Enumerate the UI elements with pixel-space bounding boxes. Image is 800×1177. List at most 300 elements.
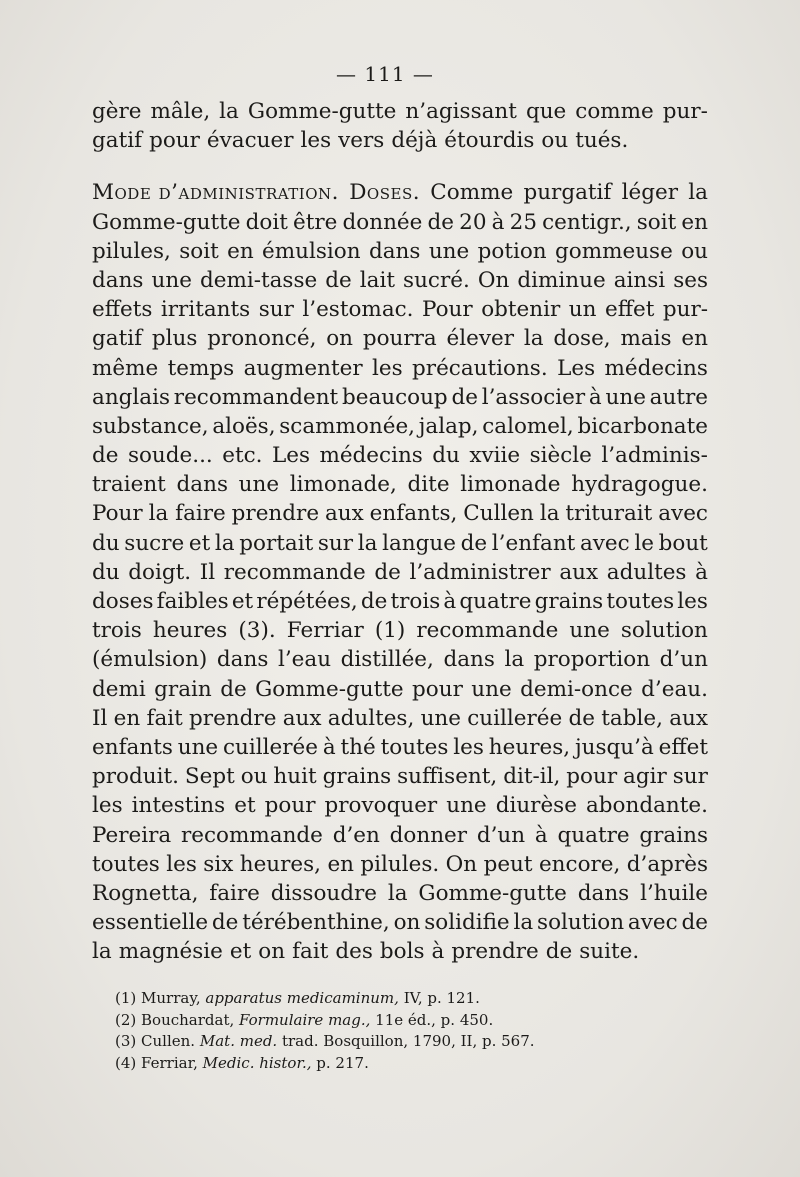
footnote-number: (4) <box>115 1053 137 1072</box>
word: la faire <box>148 501 226 527</box>
word: anglais <box>92 384 171 410</box>
footnote-rest: p. 217. <box>316 1053 369 1072</box>
word: gatif <box>92 128 143 154</box>
word: les <box>300 128 332 154</box>
word: dite <box>407 472 450 498</box>
word: une <box>420 705 461 731</box>
word: provoquer <box>324 793 438 819</box>
word: Il <box>92 705 108 731</box>
word: de <box>211 910 239 936</box>
word: heures, <box>488 734 571 760</box>
word: trois <box>92 618 142 644</box>
word: l’associer <box>481 384 586 410</box>
word: une <box>177 734 219 760</box>
word: une <box>446 793 487 819</box>
word: soit <box>179 238 219 264</box>
word: effet <box>604 297 655 323</box>
word: ses <box>673 267 708 293</box>
word: hydragogue. <box>571 472 708 498</box>
word: de <box>681 910 708 936</box>
footnote-3 <box>115 1031 635 1053</box>
page-number: — 111 — <box>336 62 434 86</box>
word: l’huile <box>640 880 708 906</box>
word: l’enfant <box>491 530 576 556</box>
word: grains <box>639 822 708 848</box>
word: la <box>219 99 239 124</box>
footnote-author: Murray, <box>141 989 201 1007</box>
word: on <box>326 326 354 352</box>
word: la <box>92 939 112 965</box>
word: gatif <box>92 326 143 352</box>
word: jusqu’à <box>574 734 654 760</box>
text-line <box>92 97 708 126</box>
word: l’eau <box>277 647 332 673</box>
text-line <box>92 821 708 850</box>
word: recommandent <box>173 384 339 410</box>
word: pilules. <box>360 851 440 877</box>
word: obtenir <box>481 297 561 323</box>
word: lait <box>359 267 395 293</box>
word: en <box>113 705 141 731</box>
word: irritants <box>160 297 251 323</box>
footnote-author: Cullen. <box>141 1032 196 1050</box>
word: la <box>688 180 708 206</box>
word: Gomme-gutte <box>247 99 397 124</box>
word: d’en <box>332 822 380 848</box>
word: cuillerée <box>467 705 563 731</box>
word: ou <box>541 128 569 154</box>
word: (3). <box>238 618 276 644</box>
word: n’agissant <box>405 99 517 124</box>
word: enfants <box>92 734 173 760</box>
word: le <box>634 530 654 556</box>
word: sur <box>317 530 354 556</box>
word: les <box>453 734 484 760</box>
word: peut <box>483 851 533 877</box>
word: autre <box>649 384 708 410</box>
word: bicarbonate <box>577 413 708 439</box>
word: précautions. <box>412 355 548 381</box>
word: de <box>568 705 595 731</box>
footnote-work: Mat. med. <box>199 1032 278 1050</box>
word: de <box>325 267 352 293</box>
word: adultes, <box>327 705 415 731</box>
word: l’estomac. <box>302 297 414 323</box>
word: térébenthine, <box>242 910 390 936</box>
word: aux <box>669 705 708 731</box>
word: une <box>238 472 280 498</box>
word: doses <box>92 589 154 614</box>
word: aloës, <box>212 413 276 439</box>
footnote-work: apparatus medicaminum, <box>205 989 399 1007</box>
word: mâle, <box>150 99 211 124</box>
word: doigt. <box>128 559 192 585</box>
word: élever <box>446 326 515 352</box>
word: à <box>534 822 548 848</box>
text-line <box>92 383 708 412</box>
word: prendre <box>451 939 539 965</box>
word: une <box>569 618 610 644</box>
word: Il <box>199 559 216 585</box>
text-line <box>92 675 708 704</box>
word: aux <box>282 705 322 731</box>
paragraph-1 <box>92 97 708 155</box>
footnote-author: Ferriar, <box>141 1053 198 1072</box>
text-line <box>92 208 708 237</box>
word: du <box>432 443 460 469</box>
word: aux <box>324 501 364 527</box>
word: Les <box>557 355 596 381</box>
word: dit-il, <box>503 764 561 790</box>
word: solidifie <box>424 910 510 936</box>
word: à <box>443 589 457 614</box>
word: l’administrer <box>409 559 551 585</box>
word: thé <box>340 734 376 760</box>
word: solution <box>537 910 625 936</box>
word: ou <box>240 764 268 790</box>
word: une <box>428 238 470 264</box>
word: grains <box>534 589 604 614</box>
word: limonade <box>460 472 561 498</box>
word: à <box>588 384 602 410</box>
word: portait <box>239 530 314 556</box>
word: encore, <box>538 851 621 877</box>
footnotes <box>115 988 635 1074</box>
word: jalap, <box>418 413 479 439</box>
word: même <box>92 355 159 381</box>
footnote-author: Bouchardat, <box>141 1010 235 1029</box>
word: d’un <box>476 822 526 848</box>
word: temps <box>167 355 235 381</box>
footnote-rest: trad. Bosquillon, 1790, II, p. 567. <box>281 1032 535 1050</box>
text-line <box>92 733 708 762</box>
word: sucre <box>124 530 185 556</box>
footnote-work: Medic. histor., <box>202 1053 312 1072</box>
footnote-number: (3) <box>115 1032 137 1050</box>
word: émulsion <box>262 238 361 264</box>
text-line <box>92 470 708 499</box>
word: vers <box>338 128 385 154</box>
word: magnésie <box>118 939 223 965</box>
text-line <box>92 558 708 587</box>
word: médecins <box>319 443 423 469</box>
word: effets <box>92 297 153 323</box>
footnote-2 <box>115 1010 635 1032</box>
word: grains <box>322 764 392 790</box>
word: faibles <box>156 589 229 614</box>
word: six <box>203 851 234 877</box>
word: scammonée, <box>279 413 416 439</box>
word: dans <box>368 238 421 264</box>
word: de <box>460 530 488 556</box>
word: Pereira <box>92 822 172 848</box>
word: diurèse <box>495 793 577 819</box>
word: toutes <box>606 589 675 614</box>
text-line <box>92 499 708 528</box>
word: mais <box>620 326 672 352</box>
word: de <box>374 559 401 585</box>
word: demi-once <box>520 676 633 702</box>
word: trois <box>390 589 441 614</box>
word: de <box>427 209 455 235</box>
word: pour <box>264 793 316 819</box>
word: dans <box>577 880 630 906</box>
text-line <box>92 850 708 879</box>
word: une <box>151 267 192 293</box>
word: en <box>227 238 254 264</box>
word: en <box>681 326 708 352</box>
word: agir <box>623 764 667 790</box>
word: fait <box>146 705 183 731</box>
word: heures, <box>239 851 322 877</box>
word: tués. <box>575 128 629 154</box>
word: la <box>214 530 235 556</box>
word: potion <box>477 238 547 264</box>
word: pour <box>412 676 463 702</box>
footnote-work: Formulaire mag., <box>239 1010 371 1029</box>
word: Sept <box>184 764 235 790</box>
word: adultes <box>606 559 687 585</box>
footnote-1 <box>115 988 635 1010</box>
word: augmenter <box>243 355 363 381</box>
word: donnée <box>342 209 423 235</box>
word: prononcé, <box>207 326 317 352</box>
word: être <box>293 209 338 235</box>
text-line <box>92 529 708 558</box>
word: produit. <box>92 764 179 790</box>
word: recommande <box>223 559 366 585</box>
word: sucré. <box>403 267 470 293</box>
word: la <box>523 326 544 352</box>
word: d’un <box>659 647 708 673</box>
word: toutes <box>380 734 449 760</box>
word: des <box>335 939 373 965</box>
word: et <box>231 589 254 614</box>
word: traient <box>92 472 166 498</box>
text-line <box>92 266 708 295</box>
word: avec <box>627 910 678 936</box>
word: prendre <box>231 501 320 527</box>
word: quatre <box>459 589 532 614</box>
word: sur <box>258 297 294 323</box>
text-line <box>92 937 708 966</box>
text-line <box>92 762 708 791</box>
word: dans <box>176 472 228 498</box>
word: sur <box>672 764 708 790</box>
word: quatre <box>557 822 630 848</box>
word: évacuer <box>206 128 294 154</box>
word: en <box>681 209 708 235</box>
word: xviie <box>469 443 521 469</box>
word: recommande <box>416 618 559 644</box>
word: dans <box>443 647 495 673</box>
word: d’après <box>626 851 708 877</box>
text-line <box>92 908 708 937</box>
word: pur- <box>662 297 708 323</box>
word: soit <box>636 209 677 235</box>
text-line <box>92 441 708 470</box>
word: pilules, <box>92 238 171 264</box>
footnote-number: (2) <box>115 1010 137 1029</box>
word: de <box>451 384 478 410</box>
word: on <box>393 910 421 936</box>
word: calomel, <box>482 413 574 439</box>
word: enfants, <box>369 501 458 527</box>
word: toutes <box>92 851 160 877</box>
word: purgatif <box>523 180 612 206</box>
word: à <box>491 209 505 235</box>
word: et <box>234 793 256 819</box>
word: centigr., <box>542 209 632 235</box>
footnote-rest: 11e éd., p. 450. <box>375 1010 494 1029</box>
word: soude... <box>127 443 213 469</box>
word: prendre <box>189 705 277 731</box>
word: langue <box>382 530 456 556</box>
text-line <box>92 354 708 383</box>
word: de <box>360 589 388 614</box>
word: léger <box>621 180 678 206</box>
word: du <box>92 559 120 585</box>
word: pourra <box>362 326 437 352</box>
word: répétées, <box>256 589 358 614</box>
word: gommeuse <box>555 238 673 264</box>
word: et <box>188 530 211 556</box>
word: intestins <box>131 793 226 819</box>
word: avec <box>658 501 708 527</box>
word: dans <box>216 647 269 673</box>
word: plus <box>151 326 198 352</box>
word: dans <box>92 267 144 293</box>
word: suite. <box>579 939 640 965</box>
word: étourdis <box>444 128 535 154</box>
word: (émulsion) <box>92 647 208 673</box>
section-heading-mode: Mode d’administration. <box>92 180 339 206</box>
word: huit <box>273 764 317 790</box>
word: limonade, <box>289 472 397 498</box>
body-text <box>92 97 708 966</box>
word: la <box>513 910 534 936</box>
word: les <box>372 355 403 381</box>
word: solution <box>620 618 708 644</box>
word: bout <box>658 530 708 556</box>
word: etc. <box>222 443 263 469</box>
word: et <box>229 939 252 965</box>
word: table, <box>601 705 663 731</box>
word: un <box>568 297 597 323</box>
word: dissoudre <box>270 880 378 906</box>
word: distillée, <box>340 647 434 673</box>
word: essentielle <box>92 910 209 936</box>
word: beaucoup <box>341 384 448 410</box>
text-line <box>92 645 708 674</box>
paragraph-2 <box>92 178 708 966</box>
text-line <box>92 126 708 155</box>
word: gère <box>92 99 142 124</box>
word: que <box>525 99 567 124</box>
word: cuillerée <box>223 734 318 760</box>
text-line <box>92 295 708 324</box>
word: demi <box>92 676 146 702</box>
word: pour <box>566 764 618 790</box>
word: de <box>545 939 573 965</box>
word: ainsi <box>613 267 666 293</box>
word: la <box>357 530 378 556</box>
word: On <box>477 267 510 293</box>
word: Pour <box>422 297 473 323</box>
word: la <box>504 647 525 673</box>
word: la <box>387 880 408 906</box>
paragraph-gap <box>92 155 708 178</box>
word: Cullen <box>463 501 534 527</box>
word: la <box>539 501 560 527</box>
word: suffisent, <box>397 764 498 790</box>
word: Comme <box>430 180 514 206</box>
word: on <box>258 939 286 965</box>
word: une <box>471 676 512 702</box>
word: Gomme-gutte <box>418 880 567 906</box>
word: du <box>92 530 120 556</box>
text-line <box>92 704 708 733</box>
word: de <box>92 443 119 469</box>
text-line <box>92 616 708 645</box>
text-line <box>92 879 708 908</box>
word: pour <box>149 128 200 154</box>
word: Rognetta, <box>92 880 199 906</box>
section-heading-doses: Doses. <box>349 180 421 206</box>
word: de <box>220 676 247 702</box>
text-line <box>92 237 708 266</box>
word: Pour <box>92 501 143 527</box>
word: déjà <box>391 128 438 154</box>
word: en <box>327 851 355 877</box>
word: substance, <box>92 413 209 439</box>
footnote-rest: IV, p. 121. <box>403 989 480 1007</box>
word: bols <box>379 939 425 965</box>
word: donner <box>389 822 468 848</box>
word: proportion <box>533 647 651 673</box>
word: Ferriar <box>286 618 364 644</box>
text-line <box>92 791 708 820</box>
word: recommande <box>180 822 323 848</box>
word: effet <box>658 734 708 760</box>
word: 20 <box>459 209 487 235</box>
text-line <box>92 324 708 353</box>
word: demi-tasse <box>199 267 318 293</box>
text-line <box>92 587 708 616</box>
word: Gomme-gutte <box>255 676 404 702</box>
footnote-4 <box>115 1053 635 1075</box>
word: d’eau. <box>641 676 708 702</box>
word: abondante. <box>585 793 708 819</box>
word: aux <box>559 559 599 585</box>
word: Gomme-gutte <box>92 209 241 235</box>
word: faire <box>209 880 260 906</box>
word: les <box>166 851 197 877</box>
word: On <box>445 851 478 877</box>
word: ou <box>681 238 708 264</box>
word: médecins <box>604 355 708 381</box>
word: Les <box>271 443 310 469</box>
word: à <box>431 939 445 965</box>
word: les <box>92 793 123 819</box>
word: avec <box>579 530 630 556</box>
word: doit <box>245 209 288 235</box>
word: à <box>322 734 336 760</box>
word: une <box>605 384 646 410</box>
word: grain <box>154 676 212 702</box>
word: fait <box>292 939 329 965</box>
word: siècle <box>529 443 592 469</box>
